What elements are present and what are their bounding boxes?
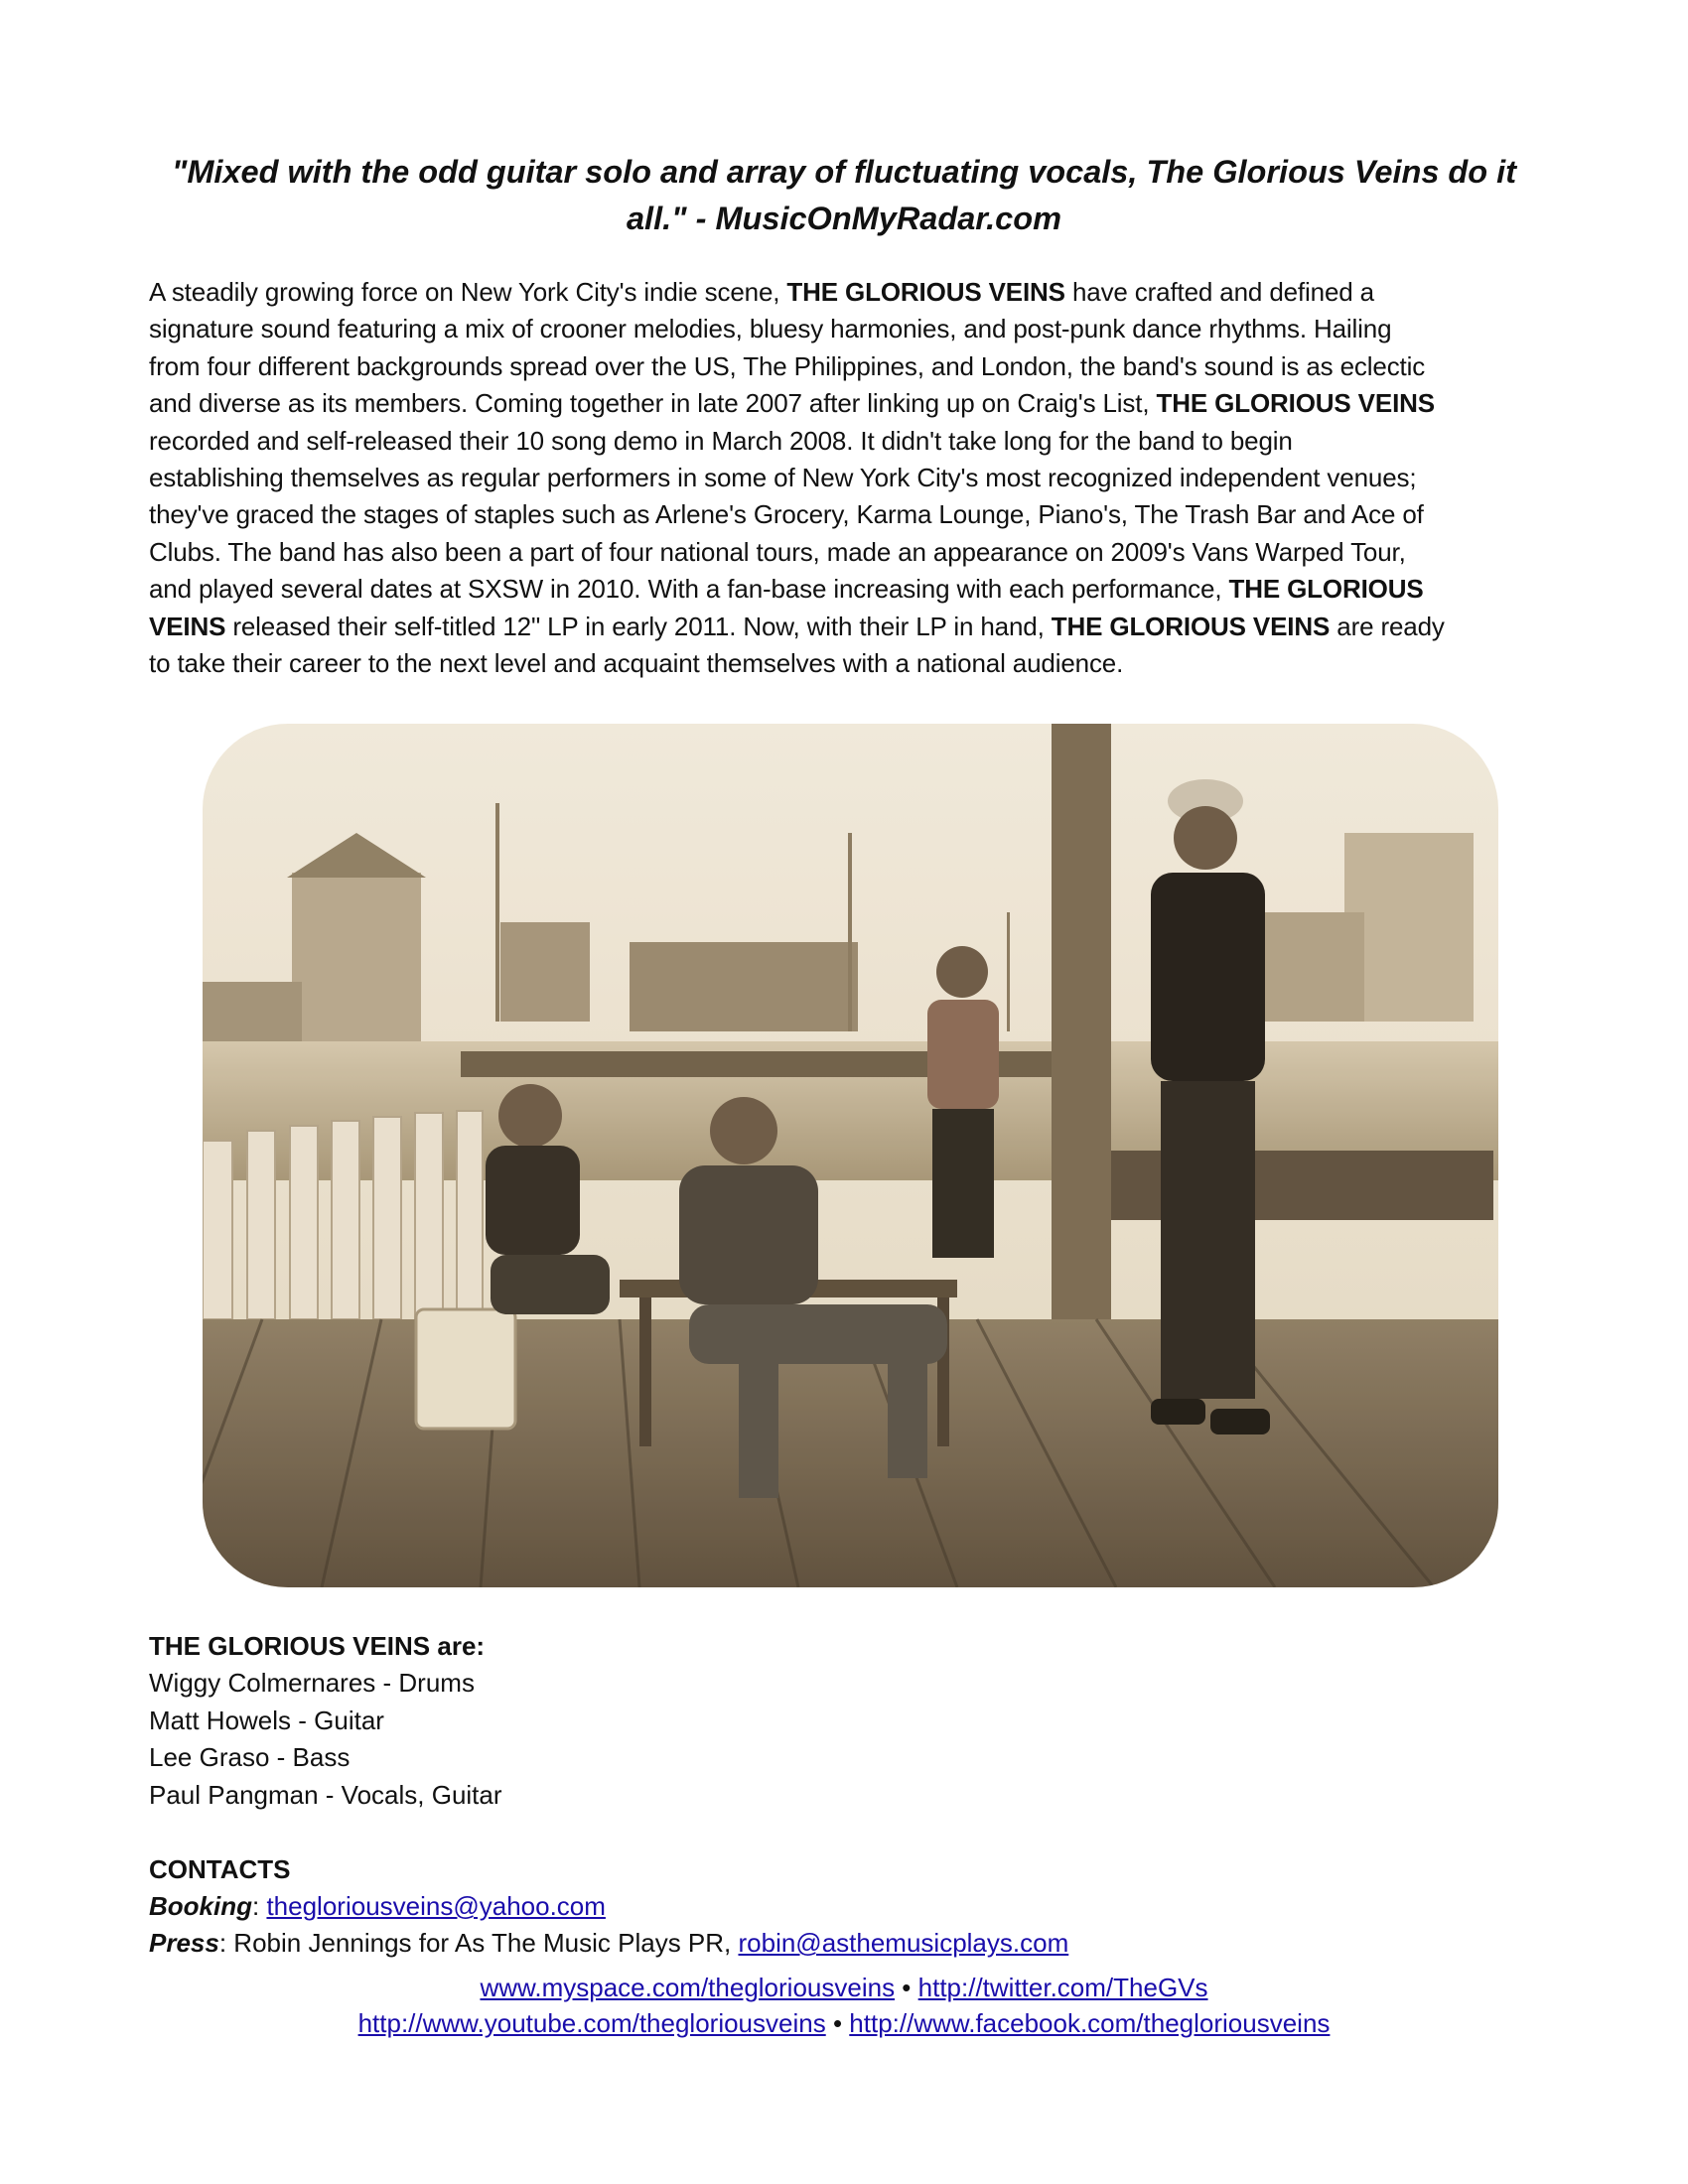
youtube-link[interactable]: http://www.youtube.com/thegloriousveins xyxy=(357,2008,826,2038)
band-photo xyxy=(203,724,1498,1587)
quote-line-1: "Mixed with the odd guitar solo and array of fluctuating vocals, The Glorious Veins do it xyxy=(171,154,1517,190)
social-links-row-1 xyxy=(149,1970,1539,2005)
twitter-link[interactable]: http://twitter.com/TheGVs xyxy=(917,1973,1208,2002)
booking-contact: Booking: thegloriousveins@yahoo.com xyxy=(149,1891,606,1921)
member-item: Wiggy Colmernares - Drums xyxy=(149,1668,475,1698)
link-separator: • xyxy=(895,1973,918,2002)
bio-text: A steadily growing force on New York City's indie scene, xyxy=(149,277,787,307)
member-item: Paul Pangman - Vocals, Guitar xyxy=(149,1779,502,1810)
quote-line-2: all." - MusicOnMyRadar.com xyxy=(626,201,1062,236)
booking-email-link[interactable]: thegloriousveins@yahoo.com xyxy=(266,1891,606,1921)
contacts-heading: CONTACTS xyxy=(149,1854,291,1884)
press-quote xyxy=(149,149,1539,242)
bio-text: to take their career to the next level and acquaint themselves with a national audience. xyxy=(149,648,1124,679)
member-item: Matt Howels - Guitar xyxy=(149,1705,384,1735)
band-name: THE GLORIOUS VEINS xyxy=(1156,388,1435,419)
band-name: THE GLORIOUS VEINS xyxy=(1051,611,1331,641)
bio-text: they've graced the stages of staples such as Arlene's Grocery, Karma Lounge, Piano's, The Trash Bar and Ace of xyxy=(149,499,1424,530)
myspace-link[interactable]: www.myspace.com/thegloriousveins xyxy=(480,1973,896,2002)
press-contact xyxy=(149,1925,1068,1962)
member-item: Lee Graso - Bass xyxy=(149,1742,351,1772)
bio-text: Clubs. The band has also been a part of four national tours, made an appearance on 2009's Vans Warped Tour, xyxy=(149,536,1406,567)
booking-label: Booking xyxy=(149,1891,252,1921)
band-name: VEINS xyxy=(149,611,226,641)
bio-text: are ready xyxy=(1330,611,1445,641)
band-photo-illustration xyxy=(203,724,1498,1587)
band-bio xyxy=(149,274,1544,682)
press-email-link[interactable]: robin@asthemusicplays.com xyxy=(738,1928,1069,1958)
link-separator: • xyxy=(825,2008,850,2038)
bio-text: recorded and self-released their 10 song demo in March 2008. It didn't take long for the band to begin xyxy=(149,425,1293,456)
facebook-link[interactable]: http://www.facebook.com/thegloriousveins xyxy=(849,2008,1331,2038)
members-heading: THE GLORIOUS VEINS are: xyxy=(149,1631,486,1661)
bio-text: signature sound featuring a mix of crooner melodies, bluesy harmonies, and post-punk dance rhythms. Hailing xyxy=(149,314,1392,344)
social-links-row-2 xyxy=(149,2005,1539,2041)
press-label: Press xyxy=(149,1928,219,1958)
bio-text: establishing themselves as regular performers in some of New York City's most recognized independent venues; xyxy=(149,463,1417,493)
members-list xyxy=(149,1665,502,1814)
bio-text: and played several dates at SXSW in 2010. With a fan-base increasing with each performance, xyxy=(149,574,1229,605)
band-name: THE GLORIOUS xyxy=(1228,574,1424,605)
bio-text: and diverse as its members. Coming together in late 2007 after linking up on Craig's List, xyxy=(149,388,1157,419)
bio-text: have crafted and defined a xyxy=(1064,277,1374,307)
press-text: : Robin Jennings for As The Music Plays PR, xyxy=(218,1928,739,1958)
band-name: THE GLORIOUS VEINS xyxy=(786,277,1065,307)
bio-text: from four different backgrounds spread over the US, The Philippines, and London, the band's sound is as eclectic xyxy=(149,350,1426,381)
bio-text: released their self-titled 12" LP in early 2011. Now, with their LP in hand, xyxy=(225,611,1052,641)
